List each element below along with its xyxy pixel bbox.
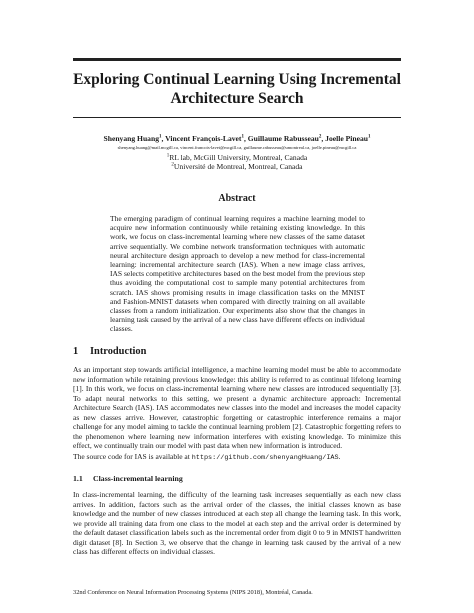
subsection-number: 1.1 [73, 474, 83, 483]
section-title: Introduction [90, 346, 147, 357]
abstract-text: The emerging paradigm of continual learning requires a machine learning model to acquire new information continuously while retaining existing knowledge. In this work, we focus on class-incremental learning where new classes of the same dataset arrive sequentially. We combine network transformation techniques with automatic neural architecture design approach to develop a new method for class-incremental learning: incremental architecture search (IAS). When a new image class arrives, IAS selects competitive architectures based on the best model from the previous step thus avoiding the computational cost to sample many potential architectures from scratch. IAS shows promising results in image classification tasks on the MNIST and Fashion-MNIST datasets when compared with directly training on all available classes from a random initialization. Our experiments also show that the changes in learning task caused by the arrival of a new class have different effects on individual classes. [110, 214, 365, 334]
code-sentence-prefix: The source code for IAS is available at [73, 452, 192, 461]
author-name: Guillaume Rabusseau [247, 134, 319, 143]
source-code-link[interactable]: https://github.com/shenyangHuang/IAS [191, 454, 339, 462]
intro-code-sentence [73, 452, 401, 464]
author-affiliation-mark: 1 [367, 134, 371, 140]
author-name: Joelle Pineau [325, 134, 368, 143]
subsection-heading-class-incremental [73, 474, 401, 484]
code-sentence-suffix: . [338, 452, 341, 461]
title-line-1: Exploring Continual Learning Using Incremental [73, 71, 401, 88]
affiliation-text: RL lab, McGill University, Montreal, Canada [169, 153, 308, 162]
conference-footer: 32nd Conference on Neural Information Processing Systems (NIPS 2018), Montréal, Canada. [73, 589, 313, 596]
intro-paragraph-1: As an important step towards artificial intelligence, a machine learning model must be able to accommodate new information while retaining previous knowledge: this ability is referred to as continual lifelong learning [1]. In this work, we focus on class-incremental learning where new classes are introduced sequentially [3]. To adapt neural networks to this setting, we present a dynamic architecture approach: Incremental Architecture Search (IAS). IAS accommodates new classes into the model and increases the model capacity as new classes arrive. However, catastrophic forgetting or catastrophic interference remains a major challenge for any model aiming to tackle the continual learning problem [2]. Catastrophic forgetting refers to the phenomenon where learning new information interferes with existing knowledge. To minimize this effect, we continually train our model with past data when new information is introduced. [73, 365, 401, 450]
affiliation-mark: 1 [166, 153, 170, 159]
section-heading-introduction [73, 346, 401, 358]
author-affiliation-mark: 1 [241, 134, 244, 140]
affiliation-2 [40, 162, 434, 171]
author-name: Shenyang Huang [103, 134, 159, 143]
affiliation-1 [40, 153, 434, 162]
title-top-rule [73, 58, 401, 61]
author-affiliation-mark: 1 [159, 134, 162, 140]
affiliation-text: Université de Montreal, Montreal, Canada [173, 162, 303, 171]
abstract-heading: Abstract [218, 193, 256, 204]
section-number: 1 [73, 346, 79, 357]
paper-title [60, 70, 414, 108]
subsection-title: Class-incremental learning [93, 474, 183, 483]
title-line-2: Architecture Search [170, 90, 304, 107]
author-list: Shenyang Huang$^1$, Vincent François-Lavet$^1$, Guillaume Rabusseau$^2$, Joelle Pineau$^1$ [103, 134, 371, 143]
author-name: Vincent François-Lavet [165, 134, 242, 143]
subsection-paragraph: In class-incremental learning, the difficulty of the learning task increases sequentially as each new class arrives. In addition, factors such as the arrival order of the classes, the initial classes known as base knowledge and the number of new classes introduced at each step all change the learning task. In this work, we provide all training data from one class to the model at each step and the arrival order is determined by the default dataset classification labels such as the incremental order from digit 0 to 9 in MNIST handwritten digit dataset [8]. In Section 3, we observe that the change in learning task caused by the arrival of a new class has different effects on individual classes. [73, 490, 401, 556]
author-emails: shenyang.huang@mail.mcgill.ca, vincent.francois-lavet@mcgill.ca, guillaume.rabusseau@umontreal.ca, joelle.pineau@mcgill.ca [117, 145, 357, 150]
affiliation-mark: 2 [171, 162, 174, 168]
title-bottom-rule [73, 117, 401, 118]
author-affiliation-mark: 2 [318, 134, 322, 140]
